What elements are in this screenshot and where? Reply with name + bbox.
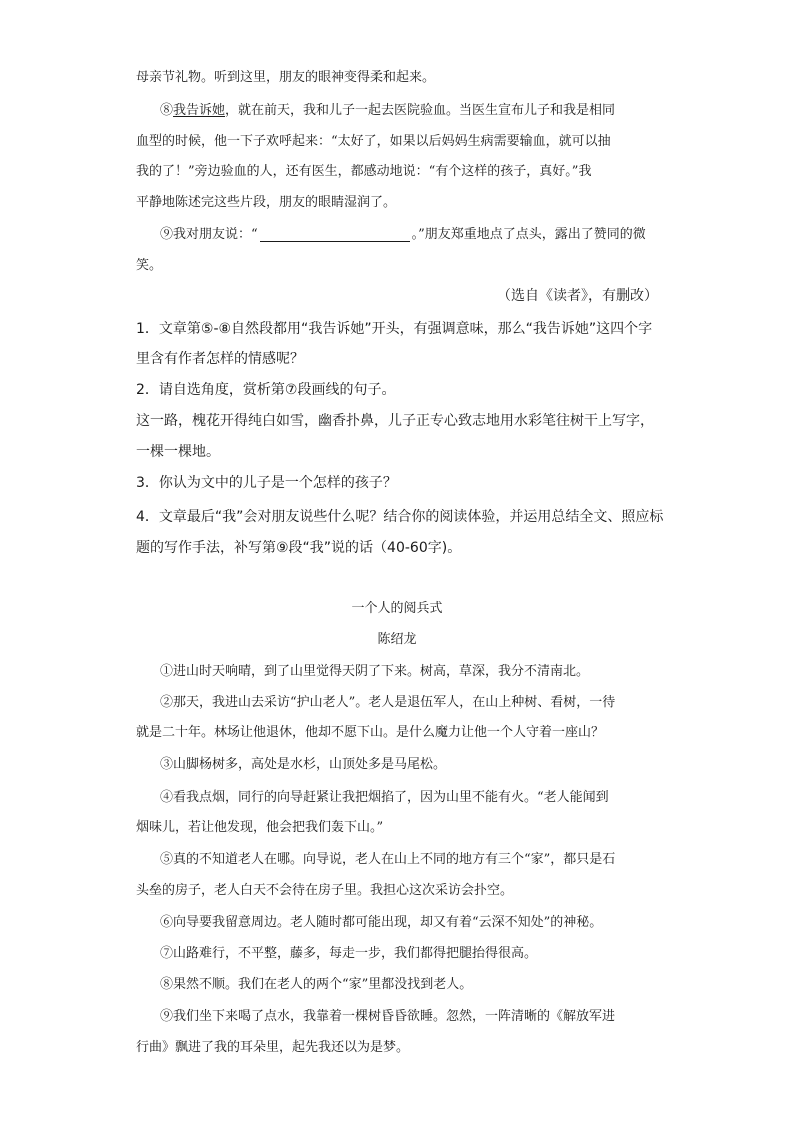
paragraph-text: ，就在前天，我和儿子一起去医院验血。当医生宣布儿子和我是相同 [225, 103, 616, 118]
passage2-paragraph-8: ⑧果然不顺。我们在老人的两个“家”里都没找到老人。 [160, 977, 473, 992]
passage2-title: 一个人的阅兵式 [351, 601, 443, 616]
underlined-phrase: 我告诉她 [173, 103, 226, 118]
fill-in-blank[interactable] [260, 227, 410, 242]
passage1-paragraph-9-line1 [160, 223, 646, 242]
passage1-paragraph-9-line2: 笑。 [136, 258, 163, 273]
passage2-paragraph-2-line1: ②那天，我进山去采访“护山老人”。老人是退伍军人，在山上种树、看树，一待 [160, 695, 616, 710]
paragraph-number: ⑧ [160, 103, 174, 118]
passage2-paragraph-6: ⑥向导要我留意周边。老人随时都可能出现，却又有着“云深不知处”的神秘。 [160, 915, 603, 930]
question-3: 3．你认为文中的儿子是一个怎样的孩子？ [136, 475, 397, 491]
passage2-paragraph-1: ①进山时天响晴，到了山里觉得天阴了下来。树高，草深，我分不清南北。 [160, 664, 590, 679]
passage2-author: 陈绍龙 [377, 632, 417, 647]
passage2-paragraph-4-line2: 烟味儿，若让他发现，他会把我们轰下山。” [136, 820, 384, 835]
passage2-paragraph-4-line1: ④看我点烟，同行的向导赶紧让我把烟掐了，因为山里不能有火。“老人能闻到 [160, 790, 609, 805]
question-4-line2: 题的写作手法，补写第⑨段“我”说的话（40-60字)。 [136, 540, 462, 556]
passage2-paragraph-5-line2: 头垒的房子，老人白天不会待在房子里。我担心这次采访会扑空。 [136, 883, 514, 898]
passage2-paragraph-9-line2: 行曲》飘进了我的耳朵里，起先我还以为是梦。 [136, 1040, 410, 1055]
passage2-paragraph-5-line1: ⑤真的不知道老人在哪。向导说，老人在山上不同的地方有三个“家”，都只是石 [160, 852, 616, 867]
passage2-paragraph-2-line2: 就是二十年。林场让他退休，他却不愿下山。是什么魔力让他一个人守着一座山？ [136, 725, 605, 740]
passage2-paragraph-7: ⑦山路难行，不平整，藤多，每走一步，我们都得把腿抬得很高。 [160, 946, 538, 961]
question-2-line1: 2．请自选角度，赏析第⑦段画线的句子。 [136, 382, 396, 398]
passage1-paragraph-8-line4: 平静地陈述完这些片段，朋友的眼睛湿润了。 [136, 195, 397, 210]
question-2-line3: 一棵一棵地。 [136, 444, 220, 460]
paragraph-text: ⑨我对朋友说：“ [160, 227, 258, 242]
question-2-line2: 这一路，槐花开得纯白如雪，幽香扑鼻，儿子正专心致志地用水彩笔往树干上写字， [136, 413, 654, 429]
passage1-paragraph-8-line1 [160, 99, 615, 118]
passage1-line-top: 母亲节礼物。听到这里，朋友的眼神变得柔和起来。 [136, 70, 436, 85]
question-1-line2: 里含有作者怎样的情感呢？ [136, 351, 304, 367]
question-1-line1: 1．文章第⑤-⑧自然段都用“我告诉她”开头，有强调意味，那么“我告诉她”这四个字 [136, 321, 653, 337]
question-4-line1: 4．文章最后“我”会对朋友说些什么呢？结合你的阅读体验，并运用总结全文、照应标 [136, 509, 664, 525]
passage1-paragraph-8-line2: 血型的时候，他一下子欢呼起来：“太好了，如果以后妈妈生病需要输血，就可以抽 [136, 134, 611, 149]
passage2-paragraph-9-line1: ⑨我们坐下来喝了点水，我靠着一棵树昏昏欲睡。忽然，一阵清晰的《解放军进 [160, 1009, 616, 1024]
source-citation: （选自《读者》，有删改） [497, 288, 658, 304]
paragraph-text: 。”朋友郑重地点了点头，露出了赞同的微 [411, 227, 646, 242]
passage1-paragraph-8-line3: 我的了！”旁边验血的人，还有医生，都感动地说：“有个这样的孩子，真好。”我 [136, 164, 592, 179]
passage2-paragraph-3: ③山脚杨树多，高处是水杉，山顶处多是马尾松。 [160, 757, 447, 772]
